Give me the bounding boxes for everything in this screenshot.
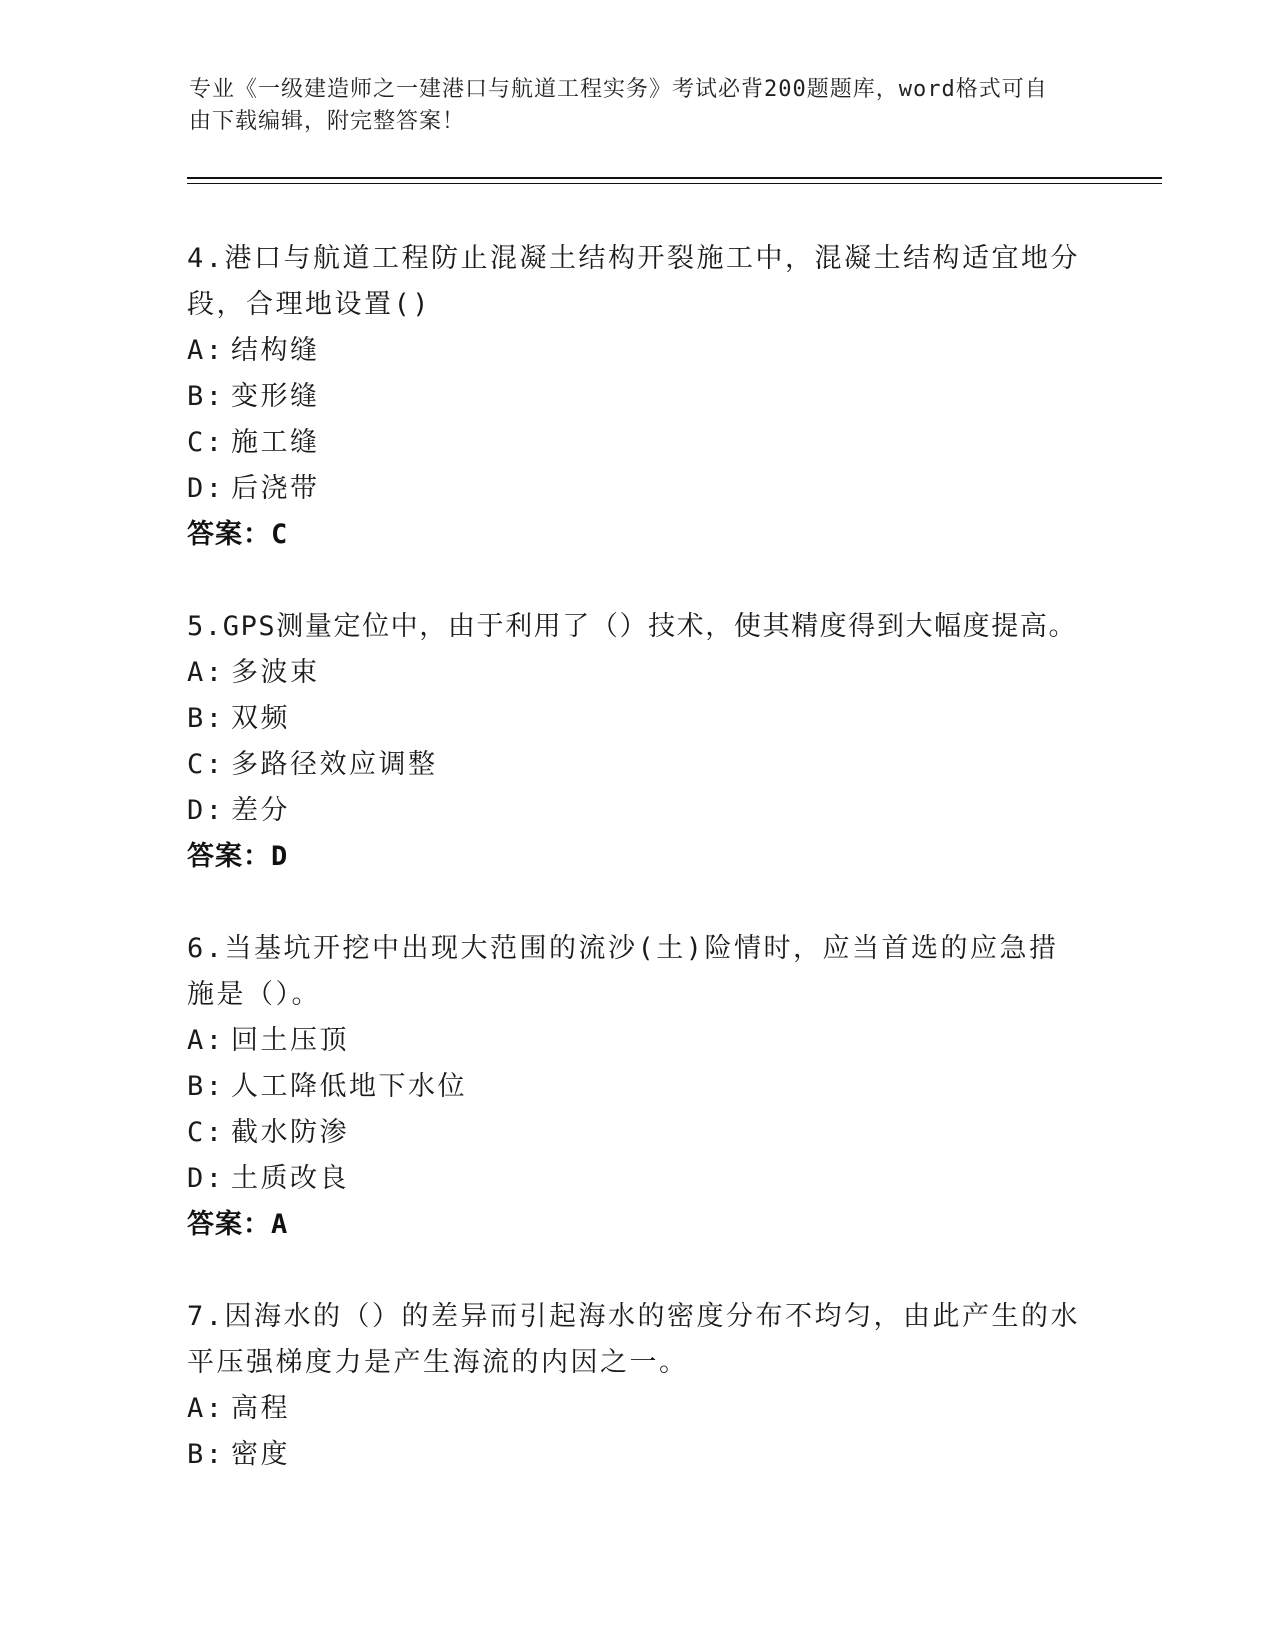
question-option-a <box>187 650 1087 696</box>
option-key: A: <box>187 335 225 366</box>
option-key: C: <box>187 1117 225 1148</box>
header-divider-thin <box>187 183 1162 184</box>
question-answer: 答案：A <box>187 1209 289 1240</box>
option-text: 截水防渗 <box>231 1117 349 1148</box>
document-header: 专业《一级建造师之一建港口与航道工程实务》考试必背200题题库，word格式可自由下载编辑，附完整答案！ <box>189 77 1048 134</box>
question-stem: 6.当基坑开挖中出现大范围的流沙(土)险情时，应当首选的应急措施是（）。 <box>187 933 1059 1010</box>
question-stem: 5.GPS测量定位中，由于利用了（）技术，使其精度得到大幅度提高。 <box>187 611 1078 642</box>
question-option-b <box>187 1432 1087 1478</box>
option-text: 差分 <box>231 795 290 826</box>
option-key: D: <box>187 1163 225 1194</box>
question-option-b <box>187 1064 1087 1110</box>
option-text: 人工降低地下水位 <box>231 1071 467 1102</box>
option-text: 土质改良 <box>231 1163 349 1194</box>
question-option-c <box>187 742 1087 788</box>
option-key: C: <box>187 749 225 780</box>
question-option-c <box>187 420 1087 466</box>
option-text: 双频 <box>231 703 290 734</box>
option-text: 密度 <box>231 1439 290 1470</box>
question-answer: 答案：D <box>187 841 289 872</box>
question-item <box>187 1294 1087 1478</box>
option-text: 多路径效应调整 <box>231 749 438 780</box>
question-option-a <box>187 328 1087 374</box>
option-key: B: <box>187 1071 225 1102</box>
option-key: C: <box>187 427 225 458</box>
question-stem: 7.因海水的（）的差异而引起海水的密度分布不均匀，由此产生的水平压强梯度力是产生海流的内因之一。 <box>187 1301 1081 1378</box>
question-list <box>187 236 1087 1524</box>
option-key: D: <box>187 795 225 826</box>
question-item <box>187 926 1087 1248</box>
header-divider-thick <box>187 177 1162 179</box>
question-option-b <box>187 696 1087 742</box>
option-text: 高程 <box>231 1393 290 1424</box>
option-key: A: <box>187 657 225 688</box>
option-key: A: <box>187 1393 225 1424</box>
option-text: 变形缝 <box>231 381 320 412</box>
question-item <box>187 236 1087 558</box>
option-text: 多波束 <box>231 657 320 688</box>
question-option-d <box>187 788 1087 834</box>
question-item <box>187 604 1087 880</box>
question-option-a <box>187 1018 1087 1064</box>
question-option-a <box>187 1386 1087 1432</box>
option-text: 结构缝 <box>231 335 320 366</box>
option-key: D: <box>187 473 225 504</box>
question-stem: 4.港口与航道工程防止混凝土结构开裂施工中，混凝土结构适宜地分段，合理地设置() <box>187 243 1081 320</box>
option-key: B: <box>187 703 225 734</box>
question-answer: 答案：C <box>187 519 289 550</box>
option-key: B: <box>187 1439 225 1470</box>
question-option-d <box>187 1156 1087 1202</box>
option-text: 施工缝 <box>231 427 320 458</box>
question-option-d <box>187 466 1087 512</box>
question-option-c <box>187 1110 1087 1156</box>
option-key: B: <box>187 381 225 412</box>
option-key: A: <box>187 1025 225 1056</box>
question-option-b <box>187 374 1087 420</box>
option-text: 后浇带 <box>231 473 320 504</box>
option-text: 回土压顶 <box>231 1025 349 1056</box>
